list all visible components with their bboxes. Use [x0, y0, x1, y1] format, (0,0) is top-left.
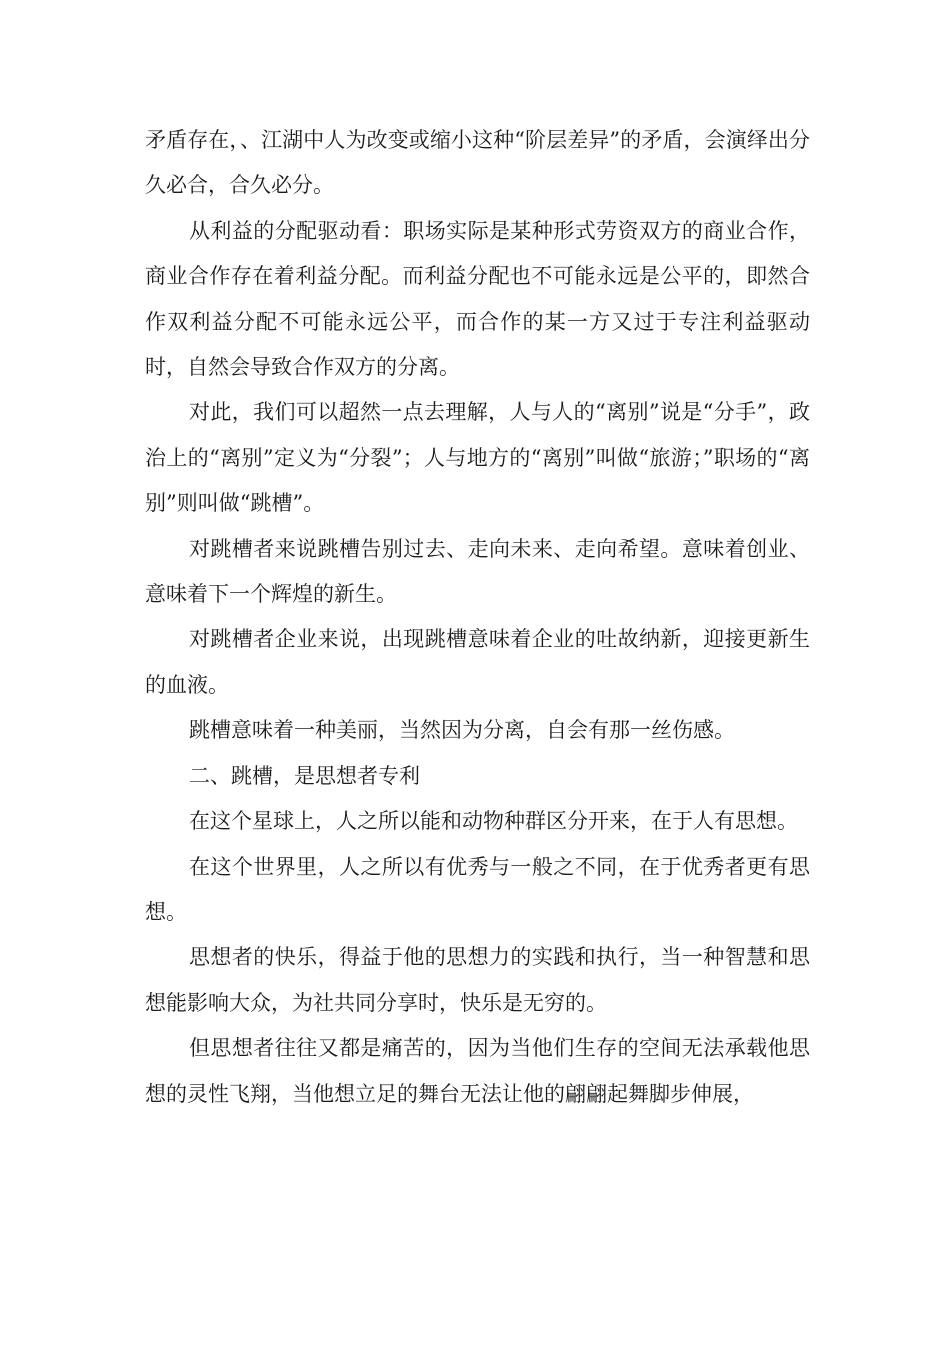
section-heading: 二、跳槽，是思想者专利	[189, 763, 420, 788]
paragraph: 从利益的分配驱动看：职场实际是某种形式劳资双方的商业合作，商业合作存在着利益分配。而利益分配也不可能永远是公平的，即然合作双利益分配不可能永远公平，而合作的某一方又过于专注利益驱动时，自然会导致合作双方的分离。	[145, 218, 810, 380]
document-body	[145, 118, 810, 1117]
paragraph: 但思想者往往又都是痛苦的，因为当他们生存的空间无法承载他思想的灵性飞翔，当他想立足的舞台无法让他的翩翩起舞脚步伸展，	[145, 1036, 810, 1106]
paragraph: 对跳槽者企业来说，出现跳槽意味着企业的吐故纳新，迎接更新生的血液。	[145, 627, 810, 697]
paragraph: 跳槽意味着一种美丽，当然因为分离，自会有那一丝伤感。	[189, 718, 735, 743]
paragraph: 在这个星球上，人之所以能和动物种群区分开来，在于人有思想。	[189, 809, 798, 834]
paragraph: 思想者的快乐，得益于他的思想力的实践和执行，当一种智慧和思想能影响大众，为社共同分享时，快乐是无穷的。	[145, 945, 810, 1015]
paragraph: 在这个世界里，人之所以有优秀与一般之不同，在于优秀者更有思想。	[145, 854, 810, 924]
paragraph: 对此，我们可以超然一点去理解，人与人的“离别”说是“分手”，政治上的“离别”定义为“分裂”；人与地方的“离别”叫做“旅游；”职场的“离别”则叫做“跳槽”。	[145, 400, 810, 516]
paragraph: 对跳槽者来说跳槽告别过去、走向未来、走向希望。意味着创业、意味着下一个辉煌的新生。	[145, 536, 810, 607]
paragraph: 矛盾存在，、江湖中人为改变或缩小这种“阶层差异”的矛盾，会演绎出分久必合，合久必分。	[145, 128, 810, 198]
